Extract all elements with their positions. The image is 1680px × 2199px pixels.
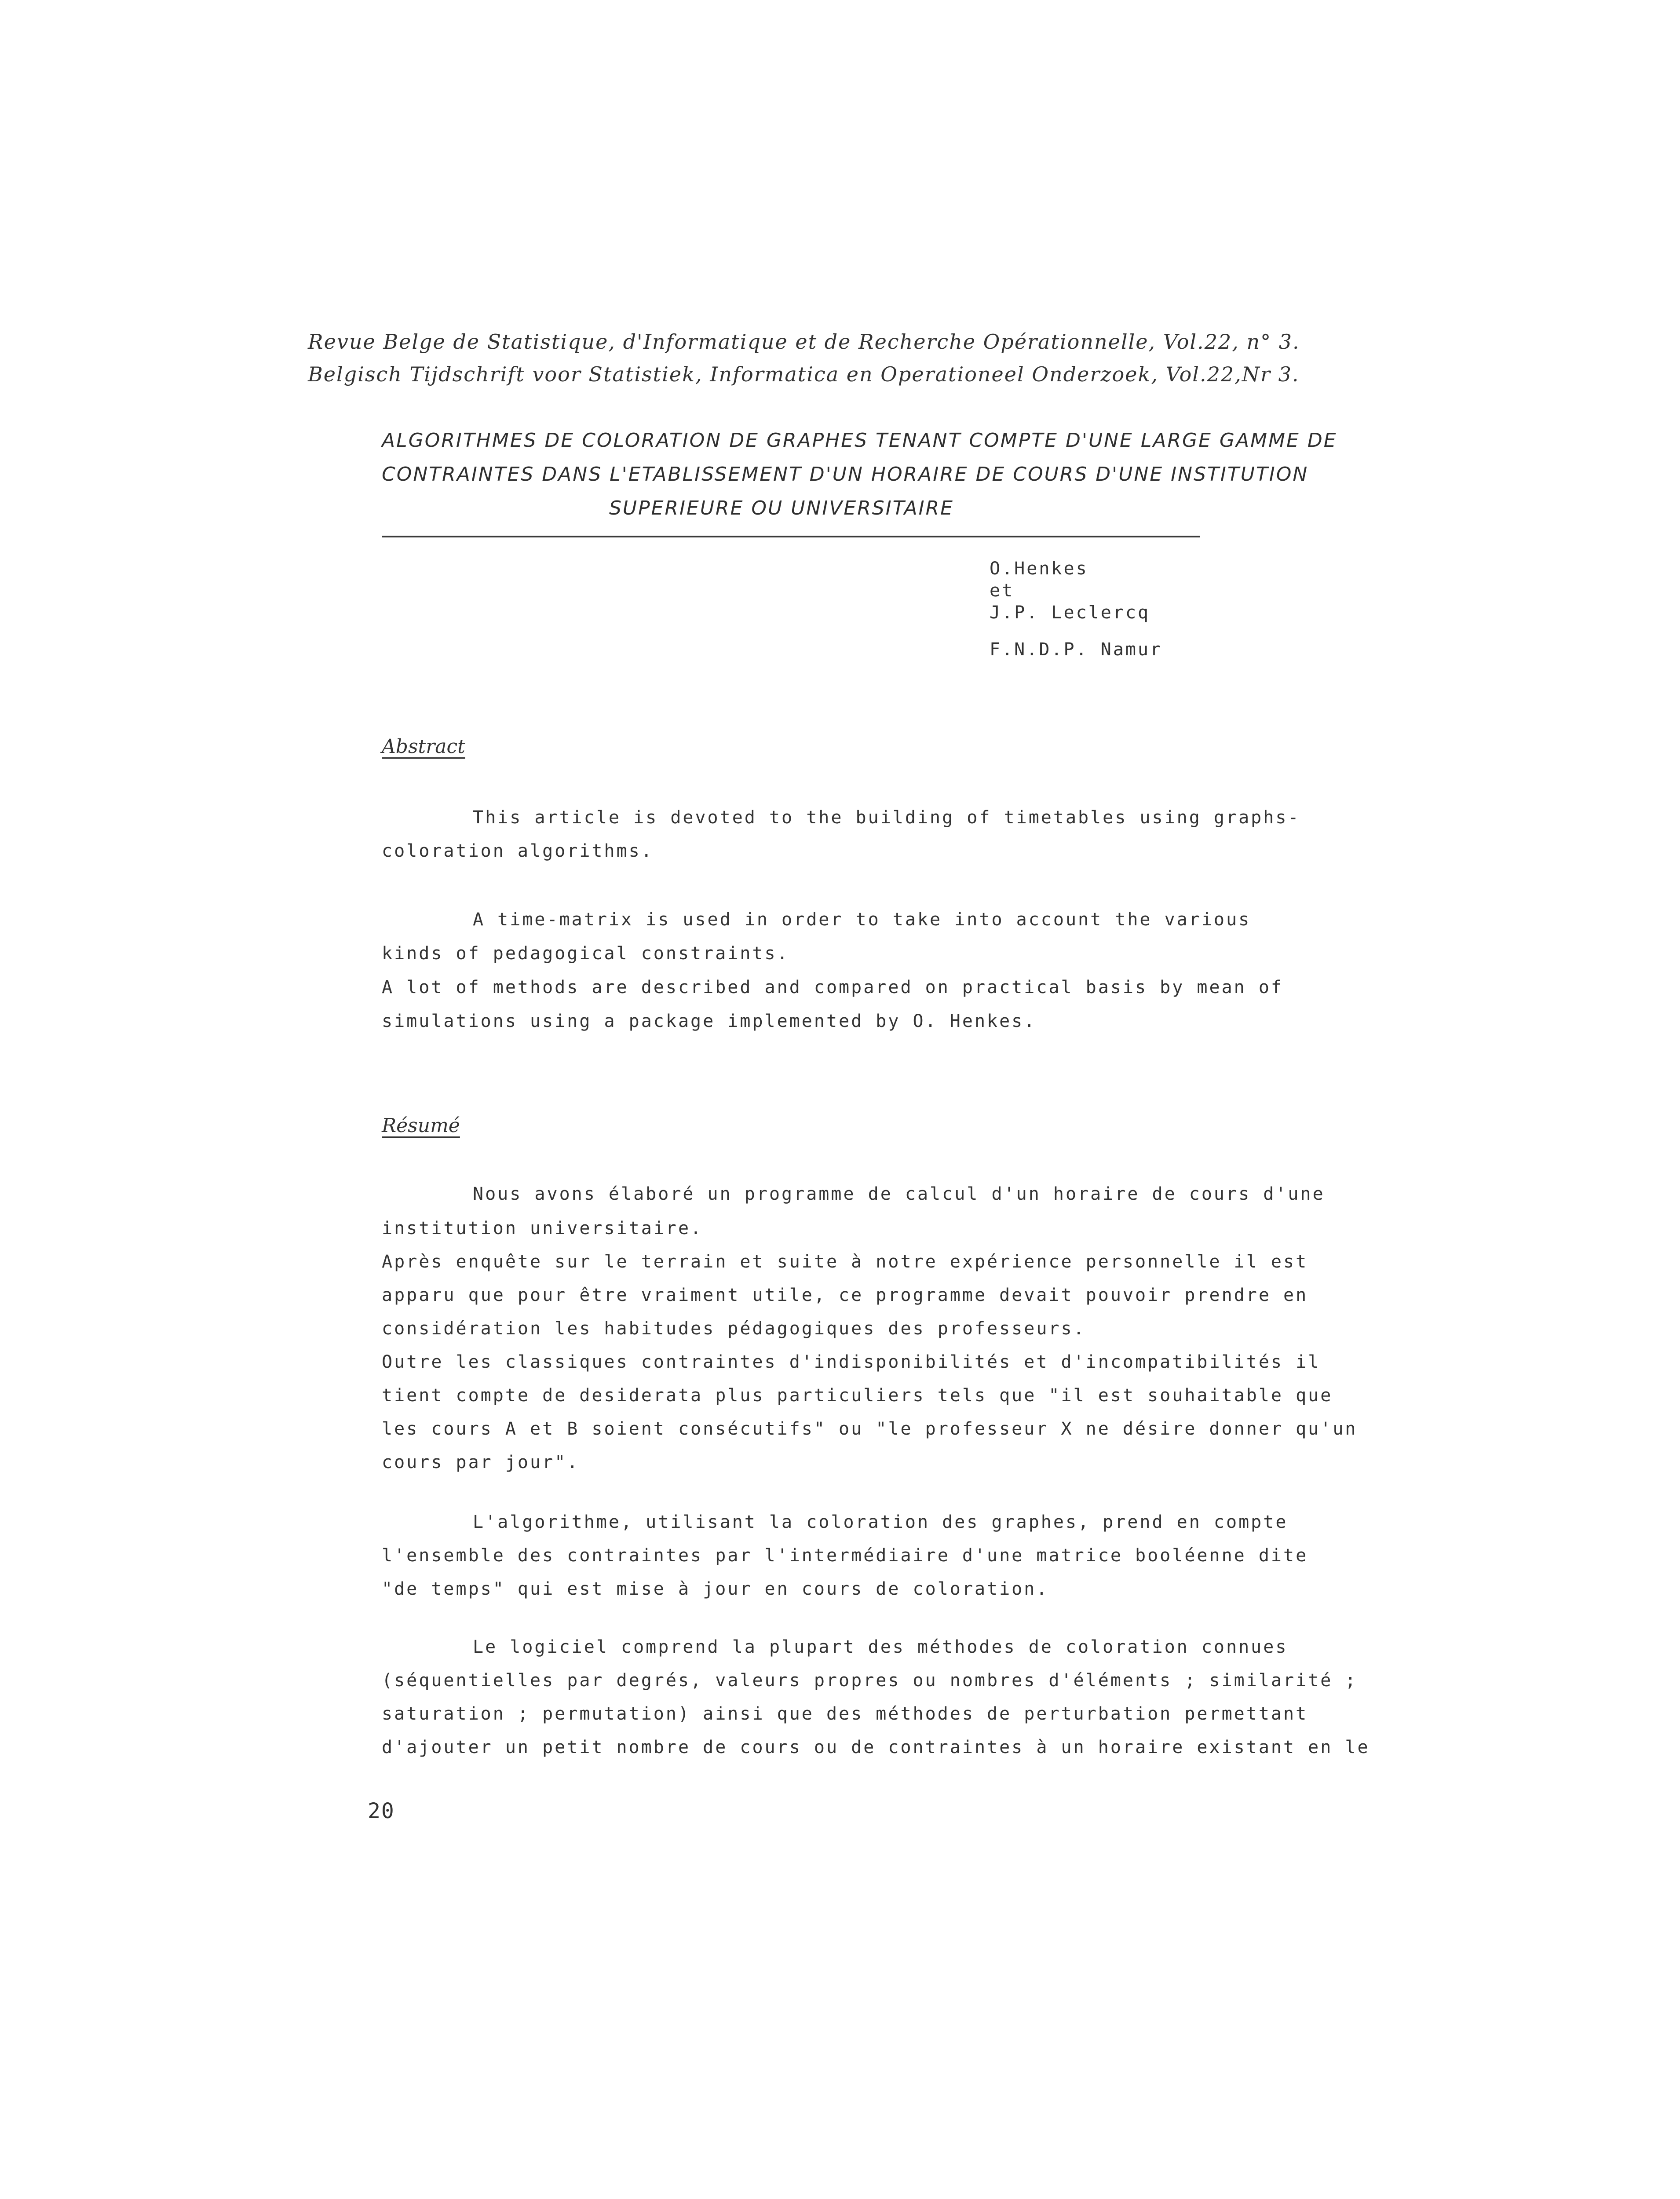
abstract-line: A time-matrix is used in order to take into account the various: [473, 910, 1251, 930]
page-number: 20: [368, 1799, 395, 1823]
abstract-line: This article is devoted to the building of timetables using graphs-: [473, 807, 1300, 828]
resume-line: institution universitaire.: [382, 1218, 703, 1238]
resume-line: (séquentielles par degrés, valeurs propres ou nombres d'éléments ; similarité ;: [382, 1670, 1358, 1691]
resume-line: "de temps" qui est mise à jour en cours de coloration.: [382, 1579, 1049, 1599]
author-name: J.P. Leclercq: [990, 603, 1150, 623]
journal-citation-fr: Revue Belge de Statistique, d'Informatique et de Recherche Opérationnelle, Vol.22, n° 3.: [308, 330, 1300, 354]
paper-title-line: CONTRAINTES DANS L'ETABLISSEMENT D'UN HORAIRE DE COURS D'UNE INSTITUTION: [382, 463, 1309, 486]
author-conjunction: et: [990, 581, 1015, 601]
resume-line: L'algorithme, utilisant la coloration des graphes, prend en compte: [473, 1512, 1288, 1532]
resume-line: les cours A et B soient consécutifs" ou "le professeur X ne désire donner qu'un: [382, 1419, 1358, 1439]
paper-title-line: SUPERIEURE OU UNIVERSITAIRE: [609, 497, 954, 519]
abstract-line: A lot of methods are described and compared on practical basis by mean of: [382, 977, 1283, 997]
resume-line: Outre les classiques contraintes d'indisponibilités et d'incompatibilités il: [382, 1352, 1321, 1372]
abstract-line: simulations using a package implemented by O. Henkes.: [382, 1011, 1037, 1031]
abstract-line: coloration algorithms.: [382, 841, 654, 861]
resume-line: apparu que pour être vraiment utile, ce programme devait pouvoir prendre en: [382, 1285, 1308, 1305]
author-affiliation: F.N.D.P. Namur: [990, 639, 1163, 660]
author-name: O.Henkes: [990, 559, 1088, 579]
resume-line: tient compte de desiderata plus particuliers tels que "il est souhaitable que: [382, 1385, 1333, 1406]
resume-line: Nous avons élaboré un programme de calcul d'un horaire de cours d'une: [473, 1184, 1325, 1204]
resume-line: l'ensemble des contraintes par l'intermédiaire d'une matrice booléenne dite: [382, 1545, 1308, 1566]
resume-heading: Résumé: [382, 1114, 460, 1137]
resume-line: d'ajouter un petit nombre de cours ou de contraintes à un horaire existant en le: [382, 1737, 1370, 1757]
resume-line: considération les habitudes pédagogiques des professeurs.: [382, 1319, 1086, 1339]
resume-line: cours par jour".: [382, 1452, 580, 1472]
paper-title-line: ALGORITHMES DE COLORATION DE GRAPHES TENANT COMPTE D'UNE LARGE GAMME DE: [382, 429, 1337, 452]
resume-line: saturation ; permutation) ainsi que des méthodes de perturbation permettant: [382, 1704, 1308, 1724]
resume-line: Le logiciel comprend la plupart des méthodes de coloration connues: [473, 1637, 1288, 1657]
title-divider: [382, 536, 1200, 537]
abstract-heading: Abstract: [382, 735, 465, 758]
resume-line: Après enquête sur le terrain et suite à notre expérience personnelle il est: [382, 1252, 1308, 1272]
journal-citation-nl: Belgisch Tijdschrift voor Statistiek, Informatica en Operationeel Onderzoek, Vol.22,Nr 3.: [308, 362, 1300, 386]
abstract-line: kinds of pedagogical constraints.: [382, 943, 789, 964]
